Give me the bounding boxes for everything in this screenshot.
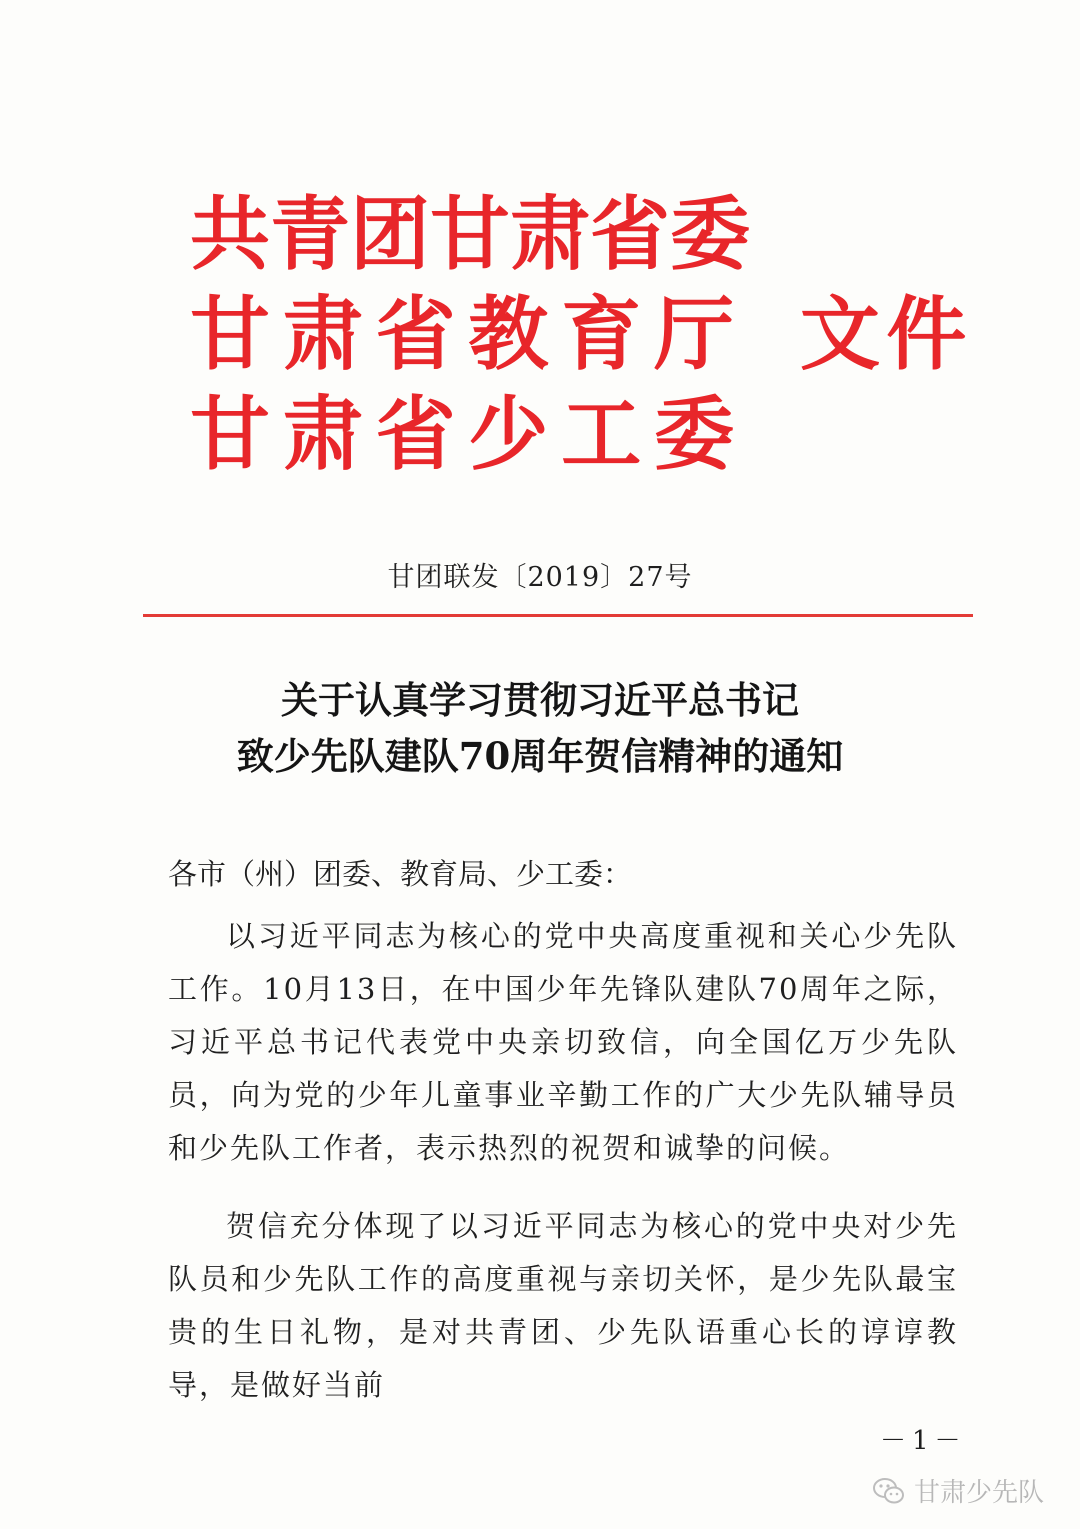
issuer-line-2: [190, 285, 973, 385]
document-type-label: 文件: [800, 288, 973, 381]
title-line-1: 关于认真学习贯彻习近平总书记: [281, 678, 799, 722]
issuer-line-3: [190, 385, 750, 485]
paragraph-2: 贺信充分体现了以习近平同志为核心的党中央对少先队员和少先队工作的高度重视与亲切关怀，是少先队最宝贵的生日礼物，是对共青团、少先队语重心长的谆谆教导，是做好当前: [168, 1209, 958, 1402]
title-line-2: 致少先队建队70周年贺信精神的通知: [236, 734, 844, 778]
watermark-text: 甘肃少先队: [914, 1478, 1045, 1508]
wechat-icon: [872, 1476, 906, 1506]
issuer-name: 甘肃省少工委: [190, 388, 747, 481]
issuer-line-1: [190, 185, 750, 285]
issuer-block: [190, 185, 973, 485]
document-title: [0, 672, 1080, 784]
issuer-name: 共青团甘肃省委: [190, 188, 750, 281]
watermark: [872, 1472, 1044, 1509]
document-number: 甘团联发〔2019〕27号: [387, 562, 693, 593]
paragraph-1: 以习近平同志为核心的党中央高度重视和关心少先队工作。10月13日，在中国少年先锋队建队70周年之际，习近平总书记代表党中央亲切致信，向全国亿万少先队员，向为党的少年儿童事业辛勤工作的广大少先队辅导员和少先队工作者，表示热烈的祝贺和诚挚的问候。: [168, 919, 958, 1165]
salutation: 各市（州）团委、教育局、少工委：: [168, 857, 633, 891]
page-number: －1－: [880, 1426, 967, 1456]
issuer-name: 甘肃省教育厅: [190, 288, 747, 381]
red-divider: [143, 614, 973, 617]
